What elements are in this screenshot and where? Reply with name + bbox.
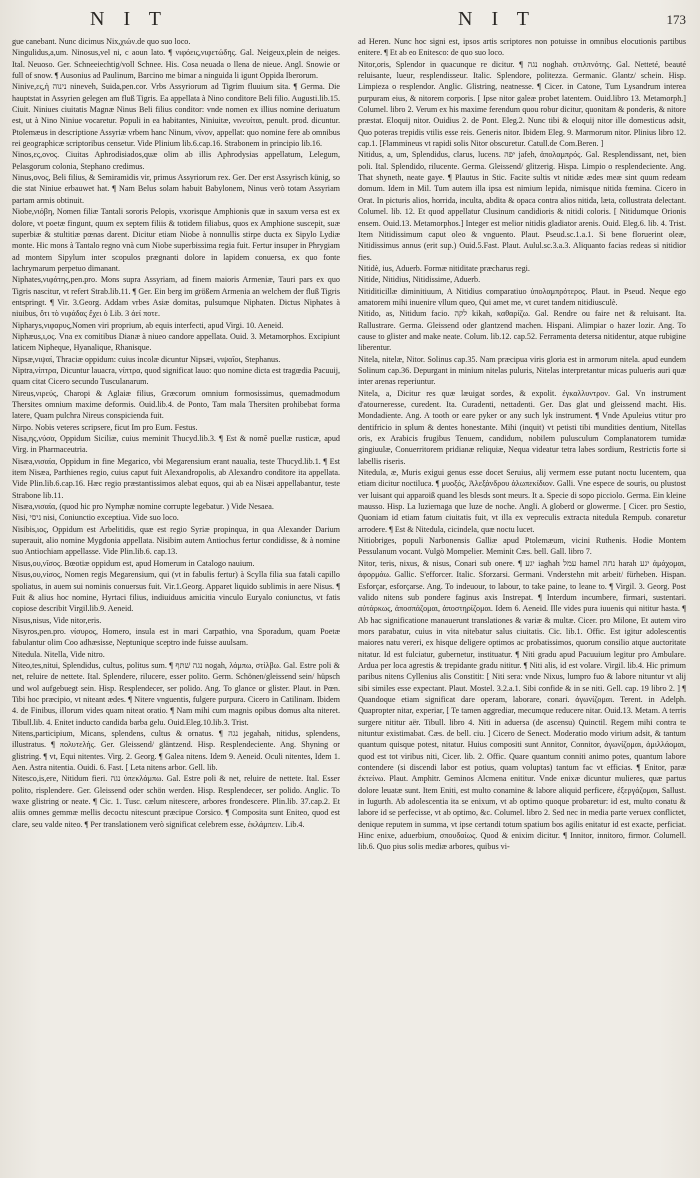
dictionary-entry: Nitor, teris, nixus, & nisus, Conari sub onere. ¶ יגע iagħah עמל hamel נחה harah יגע ἀμάχομαι, ἀφορμάω. Gallic. S'efforcer. Italic. Sforzarsi. Germani. Vnderstehn mit arbeit/ fürheben. Hispan. Esforçar, esforçarse. Ang. To indeuour, to labour, to take paine, to leane to. ¶ Virgil. 3. Georg. Post valido nitens sub pondere faginus axis Instrepat. ¶ Interdum incumbere, firmari, sustentari. αὐτάρκως, ἀποσπάζομαι, ἀποστηρίζομαι. Idem 6. Aeneid. Ille vides pura iuuenis qui nititur hasta. ¶ Ab hac significatione manauerunt translationes & variæ & multæ. Cicer. pro Milone, Et autem viro mors parabatur, cuius in vita nitebatur salus ciuitatis. Cic. lib.1. Offic. Est igitur adolescentis maiores natu vereri, ex hisque deligere optimos ac probatissimos, quorum consilio atque auctoritate nitatur. Id est fulciatur, gubernetur, instituatur. ¶ Niti gradu apud Pacuuium legitur pro Ambulare. Ardua per loca agrestis & trepidante gradu nititur. ¶ Niti alis, id est volare. Virgil. lib.4. Hic primum paribus nitens Cyllenius alis Constitit: [ Niti sera: vnde Nixus, lumpro fuo & labore nituntur vt alij sibi similes esse expectant. Plaut. Mostel. 3.2.a.1. Sibi confide & in se niti. Gell. cap. 19 libro 2. ] ¶ Quandoque etiam significat dare operam, laborare, conari. ἀγωνίζομαι. Terent. in Adelph. Quapropter nitar, experiar, [ Te tamen aggrediar, mecumque reducere nitar. Ouid.13. Metam. A terris surgere nititur aër. Tibull. libro 4. Niti in aduersa (de ascensu) Quinctil. Regem mihi contra te nituntur existimabat. Cæs. de bell. ciu. ] Cicero de Senect. Moderatio modo virium adsit, & tantum quantum quisque potest, nitatur. Huius compositi sunt Annitor, Connitor, ἀγωνίζομαι, ἀμιλλάομαι, quod est tot viribus niti, Cicer. lib. 2. Offic. Quare quantum conniti animo potes, quantum labore contendere (si discendi labor est potius, quam voluptas) tantum fac vt efficias. ¶ Enitor, paræ ἐκτείνω. Plaut. Amphitr. Geminos Alcmena enititur. Vnde enixæ dicuntur mulieres, quæ partus dolore leuatæ sunt. Item Eniti, est multo conamine & labore aliquid perficere, ἐξεργάζομαι, Sallust. in Iugurth. Ab adolescentia ita se enixum, vt ab optimo quoque probaretur: id est, multo conatu & labore id se perfecisse, vt ab optimo, &c. Columel. libro 2. Sed nec in media parte veruex conflictet, denique reputem in summa, vt ipse certandi totum spatium bos agilis enitatur id est exacte, perficiat. Hinc enixe, aduerbium, σπουδαίως. Quod & enixim dicitur. ¶ Innitor, innitoro, firmor. Columell. lib.6. Quo pius solis mediæ arbores, quibus vi- [358, 558, 686, 852]
dictionary-entry: Nirpo. Nobis veteres scripsere, ficut Im pro Eum. Festus. [12, 422, 198, 432]
dictionary-entry: Ninive,ες,ἡ נינוה nineveh, Suida,pen.cor. Vrbs Assyriorum ad Tigrim fluuium sita. ¶ Germa. Die hauptstat in Assyrien gelegen am fluß Tigris. Ea appellata à Nino conditore Beli filio. Augusti.lib.15. Ciuit. Niniues ciuitatis Magnæ Ninus Beli filius conditor: vnde nomen ex illius nomine deriuatum est, ut à Nino Niniue vocaretur. Populi in ea habitantes, Niniuitæ, νινευίται, penult. prod. dicuntur. Ptolemæus in descriptione Assyriæ vrbem hanc Ninum, νίνον, appellat: quo nomine fere ab omnibus rei geographicæ scriptoribus censetur. Vide Plinium lib.6.cap.16. Strabonem in principio lib.16. [12, 82, 340, 149]
dictionary-entry: Nisyros,pen.pro. νίσυρος, Homero, insula est in mari Carpathio, vna Sporadum, quam Poetæ fabulantur olim Coo adhæsisse, Neptunique sceptro inde fuisse auulsam. [12, 626, 340, 648]
dictionary-entry: Nitens,participium, Micans, splendens, cultus & ornatus. ¶ נגה jegahah, nitidus, splendens, illustratus. ¶ πολυτελής. Ger. Gleissend/ gläntzend. Hisp. Resplendeciente. Ang. Shyning or glistring. ¶ vt, Equi nitentes. Virg. 2. Georg. ¶ Galea nitens. Idem 9. Aeneid. Oculi nitentes, Idem 1. Aen. Astra nitentia. Ouidi. 6. Fast. [ Leta nitens arbor. Gell. lib. [12, 728, 340, 772]
dictionary-entry: Nireus,νιρεύς, Charopi & Aglaiæ filius, Græcorum omnium formosissimus, quemadmodum Thersites omnium maxime deformis. Ouid.lib.4. de Ponto, Tam mala Thersiten prohibebat forma latere, Quam pulchra Nireus conspicienda fuit. [12, 388, 340, 421]
right-column [358, 36, 686, 1172]
dictionary-entry: Nitesco,is,ere, Nitidum fieri. נגה ὑπεκλάμπω. Gal. Estre poli & net, reluire de nettete. Ital. Esser polito, risplendere. Ger. Gleissend oder schön werden. Hisp. Resplendecer, ser polido. Anglic. To waxe glistring or neate. ¶ Cic. 1. Tusc. cælum nitescere, arbores frondescere. Plin.lib. 37.cap.2. Et aliis omnes gemmæ mellis decoctu nitescunt præcipue Corsico. ¶ Composita sunt Eniteo, quod est clare, seu valde niteo. ¶ Per translationem verò significat celebrem esse, ἐκλάμπειν. Lib.4. [12, 774, 340, 829]
dictionary-entry: Nitido, as, Nitidum facio. לקה kikah, καθαρίζω. Gal. Rendre ou faire net & reluisant. Ita. Rallustrare. Germa. Gleissend oder glantzend machen. Hispani. Alimpiar o hazer lozir. Ang. To cause to glister and make neate. Colum. lib.12. cap.52. Ferramenta detersa nitidentur, atque rubigine liberentur. [358, 309, 686, 353]
dictionary-entry: Ninus,ονος, Beli filius, & Semiramidis vir, primus Assyriorum rex. Ger. Der erst Assyrisch künig, so die stat Niniue erbauwet hat. ¶ Nam Belus solam habuit Babylonem, Ninus verò totam Assyriam partam armis obtinuit. [12, 173, 340, 205]
dictionary-entry: Nisi, ניסי nisi, Coniunctio exceptiua. Vide suo loco. [12, 513, 179, 523]
dictionary-entry: Nitiobriges, populi Narbonensis Galliæ apud Ptolemæum, vicini Ruthenis. Hodie Montem Pessulanum vocant. Vulgò Mompelier. Meminit Cæs. bell. Gall. libro 7. [358, 536, 686, 557]
dictionary-entry: Nitide, Nitidius, Nitidissime, Aduerb. [358, 275, 481, 285]
dictionary-entry: Nisa,ης,νύσα, Oppidum Siciliæ, cuius meminit Thucyd.lib.3. ¶ Est & nomē puellæ rusticæ, apud Virg. in Pharmaceutria. [12, 434, 340, 455]
dictionary-entry: Nisus,nisus, Vide nitor,eris. [12, 615, 102, 625]
dictionary-entry: Niobe,νιόβη, Nomen filiæ Tantali sororis Pelopis, vxorisque Amphionis quæ in saxum versa est ex dolore, vt poetæ fingunt, quum ex septem filiis & totidem filiabus, quos ex Amphione suscepit, suæ superbiæ & stultitiæ pœnas darent. Dicitur etiam Niobe à nonnullis stirpe ducta ex Sipylo Lydiæ monte. Hic mons à Tantalo regno vnà cum Niobe superbissima regia fuit. Fertur insuper in Phrygiam ad montem Sipylum inter scopulos prægnanti dolore in lapidem conuersa, ex quo fonte lachrymarum perpetuo dimanant. [12, 207, 340, 273]
dictionary-entry: Nitedula. Nitella, Vide nitro. [12, 649, 105, 659]
running-header [12, 6, 686, 36]
dictionary-entry: Nisæa,νισαία, (quod hic pro Nymphæ nomine corrupte legebatur. ) Vide Nesaea. [12, 502, 274, 512]
page-number: 173 [666, 12, 686, 27]
left-column [12, 36, 340, 1172]
dictionary-entry: Ningulidus,a,um. Ninosus,vel ni, c aoun lato. ¶ νιφόεις,νιφετώδης. Gal. Neigeux,plein de neiges. Ital. Neuoso. Ger. Schneeiechtig/voll Schnee. His. Cosa neuada o llena de nieue. Angl. Snowie or full of snow. ¶ Ausonius ad Paulinum, Barcino me bimar a ninguida li igunt Oppida Iberorum. [12, 48, 340, 81]
dictionary-entry: Nitela, nitelæ, Nitor. Solinus cap.35. Nam præcipua viris gloria est in armorum nitela. apud eundem Solinum cap.36. Depurgant in minium nitelas puluris, Nitelas interpretantur micas pulueris auri quæ inter arenas reperiuntur. [358, 354, 686, 387]
dictionary-entry: ad Heren. Nunc hoc signi est, ipsos artis scriptores non potuisse in omnibus elocutionis partibus enitere. ¶ Et ab eo Enitesco: de quo suo loco. [358, 37, 686, 58]
dictionary-entry: Nipsæ,νιψαί, Thraciæ oppidum: cuius incolæ dicuntur Nipsæi, νιψαῖοι, Stephanus. [12, 354, 281, 364]
dictionary-entry: Nitidus, a, um, Splendidus, clarus, lucens. יפה jafeh, ἀπολαμπρός. Gal. Resplendissant, net, bien poli. Ital. Splendido, rilucente. Germa. Gleissend/ glitzerig. Hispa. Limpio o resplendeciente. Ang. That shyneth, neate gaye. ¶ Plautus in Stic. Facite sultis vt nitidæ ædes meæ sint quum redeam domum. Idem in Mil. Tum autem illa ipsa est nimium lepida, nimisque nitida fœmina. Cicero in Orat. In picturis alios, horrida, inculta, abdita & opaca contra alios nitida, læta, collustrata delectant. Columel. lib. 12. Et quod appellatur Clusinum candidioris & nitidi coloris. [ Nitidumque Orionis ensem. Ouid.13. Metamorphos.] Integer est melior nitidis gladiator arenis. Ouid. Eleg.6. lib. 4. Trist. Item Nitidissimum caput oleo & vnguento. Plaut. Pseud.sc.1.a.1. Si bene floruerint oleæ, Nitidissimus annus (erit sup.) Ouid.5.Fast. Plaut. Aulul.sc.3.a.3. Aliquanto facias redeas si nitidior fies. [358, 150, 686, 262]
dictionary-entry: Niteo,tes,nitui, Splendidus, cultus, politus sum. ¶ נגה שׁתּף nogah, λάμπω, στίλβω. Gal. Estre poli & net, reluire de nettete. Ital. Splendere, rilucere, esser polito. Germ. Schönen/gleissend sein/ hüpsch und wol aufgebuegt sein. Hisp. Resplendecer, ser polido. Ang. To glance or glister. Plaut. in Pœn. Tibi hoc præcipio, vt niteant ædes. ¶ Nitere vnguentis, fulgere purpura. Cicero in Catilinam. Ibidem 4. de Finibus, illorum vides quam niteat oratio. ¶ Nam mihi cum magnis opibus domus alta niteret. Tibull.lib. 4. Enitet inducto candida barba gelu. Ouid.Eleg.10.lib.3. Trist. [12, 660, 340, 727]
dictionary-entry: Niptra,νίπτρα, Dicuntur lauacra, νίπτρα, quod significat lauo: quo nomine dicta est tragœdia Pacuuij, quam citat Cicero secundo Tusculanarum. [12, 365, 340, 387]
dictionary-entry: gue canebant. Nunc dicimus Nix,χιών.de quo suo loco. [12, 37, 191, 46]
dictionary-entry: Ninos,ες,ονος. Ciuitas Aphrodisiados,quæ olim ab illis Aphrodysias appellatum, Lelegum, Pelasgorum colonia, Stephano credimus. [12, 150, 340, 171]
dictionary-entry: Niphæus,ι,ος. Vna ex comitibus Dianæ à niueo candore appellata. Ouid. 3. Metamorphos. Excipiunt laticem Nipheque, Hyanalique, Rhanisque. [12, 331, 340, 353]
dictionary-entry: Nitidè, ius, Aduerb. Formæ nitiditate præcharus regi. [358, 263, 530, 273]
dictionary-entry: Nitor,oris, Splendor in quacunque re dicitur. ¶ נגה noghah. στιλπνότης. Gal. Netteté, beauté reluisante, lueur, resplendisseur. Italic. Splendore, politezza. Germanic. Glantz/ schein. Hisp. Limpieza o resplendor. Anglic. Glistring, neatnesse. ¶ Cicer. in Catone, Tum Lysandrum interea purpuram eius, & nitorem corporis. [ Ipse nitor galeæ probet latentem. Ouid.libro 13. Metamorph.] Columel. libro 2. Verum ex his maxime ferendum quou robur dicitur, quonitam & ponderis, & nitore præstat. Eloquij nitor. Ouidius 2. de Pont. Eleg.2. Nunc tibi & eloquij nitor ille domesticus adsit, Quo poteras trepidis vtilis esse reis. Generis nitor. Ibidem Eleg. 9. Marmorum nitor. Plinius libro 12. cap.1. [Flammineus vt rapidi solis Nitor obscuretur. Catull.de Com.Beren. ] [358, 59, 686, 149]
dictionary-entry: Nitela, a, Dicitur res quæ læuigat sordes, & expolit. ἐγκαλλυντρον. Gal. Vn instrument d'atourneresse, curedent. Ita. Curadenti, nettadenti. Ger. Das glat und gleissend macht. His. Mondadiente. Ang. A tooth or eare pyker or any such lyk instrument. ¶ Vnde Apuleius vtitur pro dentifricio in splum & dentes honestante. Mihi (inquit) vt petisti tibi mundities dentium, Nitellas oris, ex Arabicis frugibus Tenuem, candidum, nobilem pulusculum Complanatorem tumidæ gingiuulæ, Conuerritorem pridianæ reliquiæ, Nequa videatur tetra labes sordium, Restrictis forte si labellis riseris. [358, 388, 686, 466]
right-running-head: N I T [458, 8, 536, 30]
text-columns [12, 36, 686, 1172]
left-running-head: N I T [90, 8, 168, 30]
dictionary-entry: Nitiditicillæ diminitiuum, A Nitidius comparatiuo ὑπολαμπρότερος. Plaut. in Pseud. Neque ego amatorem mihi inuenire vllum queo, Qui amet me, vt curet tandem nitidiusculè. [358, 286, 686, 307]
dictionary-entry: Nisibis,ιος, Oppidum est Arbelitidis, quæ est regio Syriæ propinqua, in qua Alexander Darium superauit, alio nomine Mygdonia appellata. Nisibim autem Antiochus fertur condidisse, & à nomine suo Antiochiam appellasse. Vide Plin.lib.6. cap.13. [12, 524, 340, 557]
dictionary-entry: Nisæa,νισαία, Oppidum in fine Megarico, vbi Megarensium erant naualia, teste Thucyd.lib.1. ¶ Est item Nisæa, Parthienes regio, cuius caput fuit Alexandropolis, ab Alexandro conditore ita appellata. Vide Plin.lib.6.cap.16. Hæc regio præstantissimos alebat equos, qui ab ea Nisæi appellabantur, teste Strabone lib.11. [12, 456, 340, 500]
dictionary-entry: Nipharys,νιφαρυς,Nomen viri proprium, ab equis interfecti, apud Virgi. 10. Aeneid. [12, 320, 284, 330]
dictionary-entry: Niphates,νιφάτης,pen.pro. Mons supra Assyriam, ad finem maioris Armeniæ, Tauri pars ex quo Tigris nascitur, vt refert Strab.lib.11. ¶ Ger. Ein berg im größern Armenia an welchem der fluß Tigris entspringt. ¶ Vir. 3.Georg. Addam vrbes Asiæ domitas, pulsumque Niphaten. Dictus Niphates à niuibus, ὅτι τὸ νιφάδας ἔχει ὁ Lib. 3 ἀεί ποτε. [12, 275, 340, 319]
dictionary-entry: Nisus,ου,νίσος, Nomen regis Megarensium, qui (vt in fabulis fertur) à Scylla filia sua fatali capillo spoliatus, in auem sui nominis conuersus fuit. Vir.1.Georg. Apparet liquido sublimis in aere Nisus. ¶ Fuit & alius hoc nomine, Hyrtaci filius, indiuiduus amicitia vinculo Euryalo coniunctus, vt fatis copiose describit Virgil.lib.9. Aeneid. [12, 570, 340, 614]
dictionary-entry: Nisus,ου,νῖσος. Bœotiæ oppidum est, apud Homerum in Catalogo nauium. [12, 558, 255, 568]
dictionary-entry: Nitedula, æ, Muris exigui genus esse docet Seruius, alij vermem esse putant noctu lucentem, qua etiam dicitur noctiluca. ¶ μυοξός, Ἀλεξάνδρου ἀλωπεκίδιον. Galli. Vne espece de souris, ou plustost ver luisant qui apparoiß quand les blesds sont meurs. It a. Specie di sopo picciolo. Germa. Ein kleine mausso. Hisp. La luziernaga que luze de noche. Angli. A globerd or glowerme. [ Cicer. pro Sestio, Quoniam id etiam fatum ciuitatis fuit, vt illa ex vepreculis extracta nitedula Rempub. conaretur arrodere. ¶ Est & Nitedula, cicindela, quæ noctu lucet. [358, 468, 686, 534]
